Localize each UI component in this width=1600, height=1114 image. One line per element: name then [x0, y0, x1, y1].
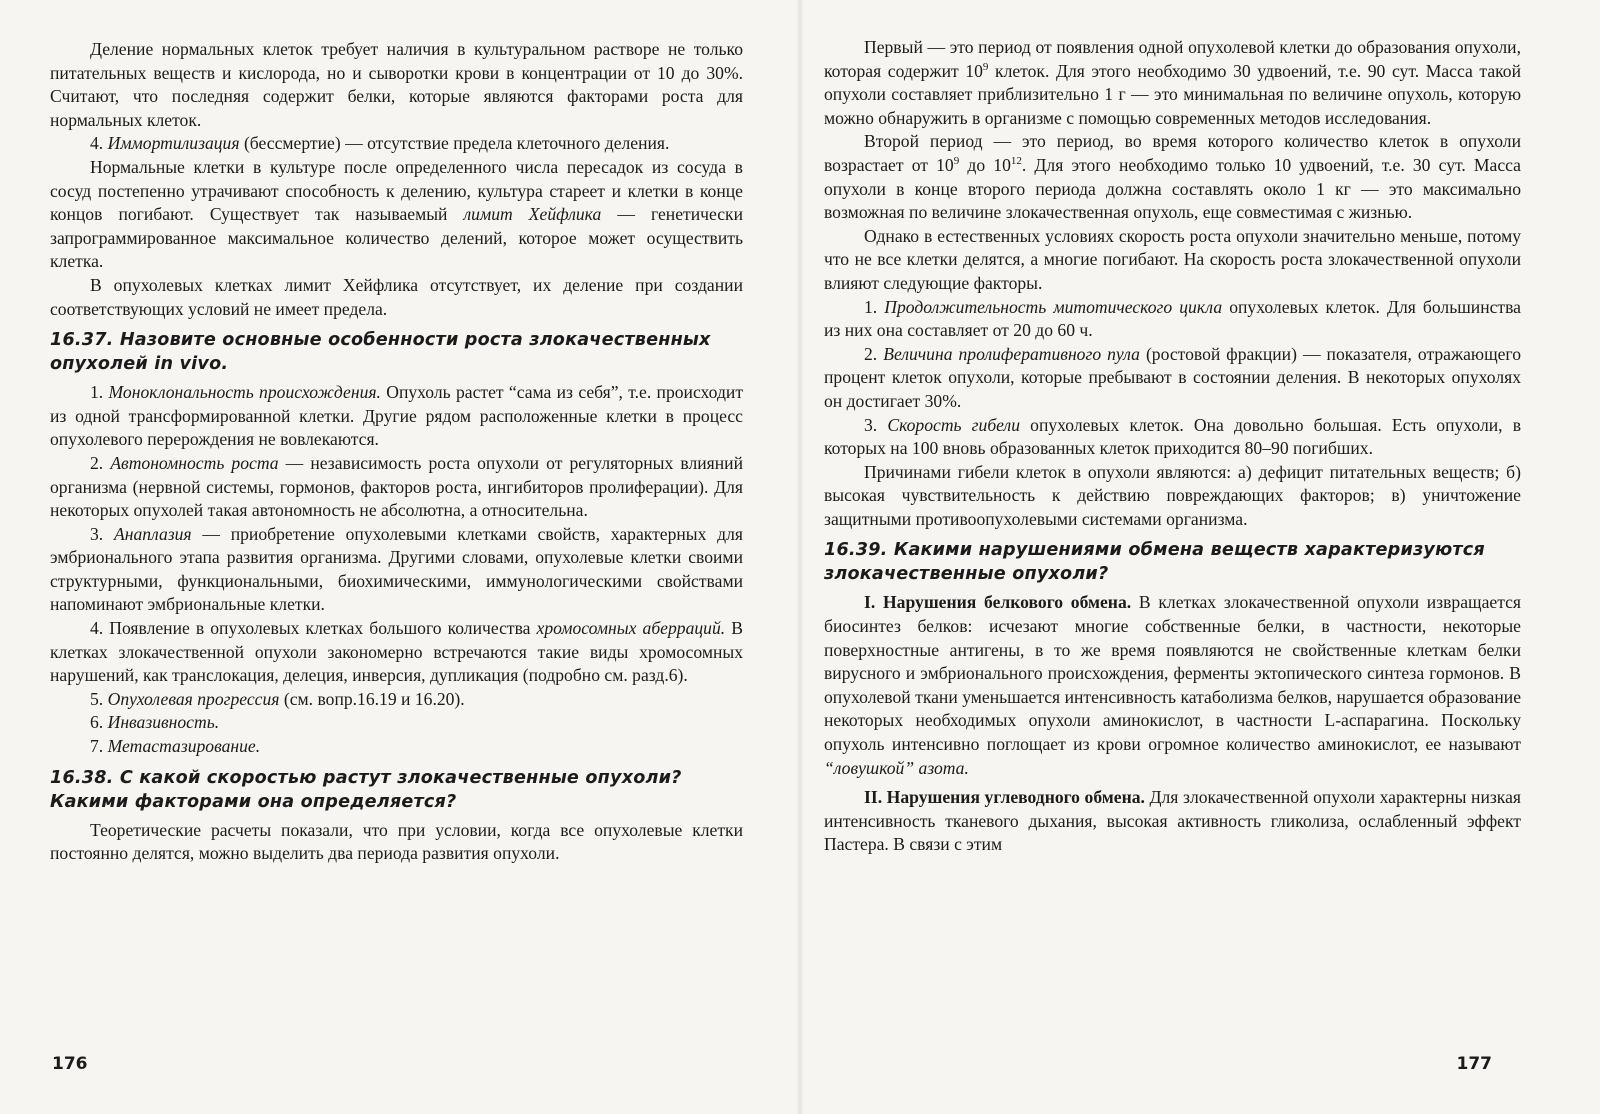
- term: Моноклональность происхождения.: [108, 382, 381, 403]
- paragraph: 4. Иммортилизация (бессмертие) — отсутствие предела клеточного деления.: [90, 133, 670, 154]
- page-number: 176: [52, 1054, 88, 1074]
- term: Автономность роста: [110, 452, 279, 473]
- list-item: 4. Появление в опухолевых клетках большого количества хромосомных аберраций. В клетках злокачественной опухоли закономерно встречаются такие виды хромосомных нарушений, как транслокация, делеция, инверсия, дупликация (подробно см. разд.6).: [50, 618, 743, 686]
- term: хромосомных аберраций.: [536, 618, 726, 639]
- paragraph: В опухолевых клетках лимит Хейфлика отсутствует, их деление при создании соответствующих условий не имеет предела.: [50, 274, 743, 319]
- paragraph: Однако в естественных условиях скорость роста опухоли значительно меньше, потому что не все клетки делятся, а многие погибают. На скорость роста злокачественной опухоли влияют следующие факторы.: [824, 225, 1521, 293]
- term: Иммортилизация: [107, 133, 240, 154]
- list-item: 7. Метастазирование.: [90, 736, 261, 757]
- paragraph: Нормальные клетки в культуре после определенного числа пересадок из сосуда в сосуд постепенно утрачивают способность к делению, культура стареет и клетки в конце концов погибают. Существует так называемый лимит Хейфлика — генетически запрограммированное максимальное количество делений, которое может осуществить клетка.: [50, 156, 744, 272]
- paragraph: Второй период — это период, во время которого количество клеток в опухоли возрастает от $10^9$ до $10^{12}$. Для этого необходимо только 10 удвоений, т.е. 30 сут. Масса опухоли в конце второго периода должна составлять около 1 кг — это максимально возможная по величине злокачественная опухоль, еще совместимая с жизнью.: [824, 131, 1521, 223]
- right-page-text: [824, 36, 1521, 857]
- term: Величина пролиферативного пула: [883, 343, 1140, 364]
- list-item: 3. Анаплазия — приобретение опухолевыми клетками свойств, характерных для эмбрионального этапа развития организма. Другими словами, опухолевые клетки своими структурными, функциональными, биохимическими, иммунологическими свойствами напоминают эмбриональные клетки.: [50, 523, 743, 615]
- paragraph: Причинами гибели клеток в опухоли являются: а) дефицит питательных веществ; б) высокая чувствительность к действию повреждающих факторов; в) уничтожение защитными противоопухолевыми системами организма.: [824, 461, 1521, 529]
- paragraph: Теоретические расчеты показали, что при условии, когда все опухолевые клетки постоянно делятся, можно выделить два периода развития опухоли.: [50, 819, 743, 864]
- list-item: 3. Скорость гибели опухолевых клеток. Она довольно большая. Есть опухоли, в которых на 100 вновь образованных клеток приходится 80–90 погибших.: [824, 414, 1522, 459]
- section-title: I. Нарушения белкового обмена.: [864, 592, 1132, 613]
- question-heading-16-38: 16.38. С какой скоростью растут злокачественные опухоли? Какими факторами она определяется?: [50, 767, 682, 812]
- paragraph: Первый — это период от появления одной опухолевой клетки до образования опухоли, которая содержит $10^9$ клеток. Для этого необходимо 30 удвоений, т.е. 90 сут. Масса такой опухоли составляет приблизительно 1 г — это минимальная по величине опухоль, которую можно обнаружить в организме с помощью современных методов исследования.: [824, 37, 1521, 128]
- term: Скорость гибели: [887, 414, 1021, 435]
- term: “ловушкой” азота.: [824, 757, 969, 778]
- term: Опухолевая прогрессия: [107, 688, 280, 709]
- list-item: 2. Величина пролиферативного пула (ростовой фракции) — показателя, отражающего процент клеток опухоли, которые пребывают в состоянии деления. В некоторых опухолях он достигает 30%.: [824, 343, 1522, 411]
- list-item: 6. Инвазивность.: [90, 712, 220, 733]
- list-item: 5. Опухолевая прогрессия (см. вопр.16.19 и 16.20).: [90, 688, 465, 709]
- term: лимит Хейфлика: [463, 204, 602, 225]
- paragraph: II. Нарушения углеводного обмена. Для злокачественной опухоли характерны низкая интенсивность тканевого дыхания, высокая активность гликолиза, ослабленный эффект Пастера. В связи с этим: [824, 787, 1521, 855]
- paragraph: I. Нарушения белкового обмена. В клетках злокачественной опухоли извращается биосинтез белков: исчезают многие собственные белки, в частности, некоторые поверхностные антигены, в то же время появляются не свойственные клеткам белки вирусного и эмбрионального происхождения, ферменты эктопического синтеза гормонов. В опухолевой ткани уменьшается интенсивность катаболизма белков, нарушается образование некоторых необходимых опухоли аминокислот, в частности L-аспарагина. Поскольку опухоль интенсивно поглощает из крови огромное количество аминокислот, ее называют “ловушкой” азота.: [824, 592, 1522, 778]
- list-item: 1. Моноклональность происхождения. Опухоль растет “сама из себя”, т.е. происходит из одной трансформированной клетки. Другие рядом расположенные клетки в процесс опухолевого перерождения не вовлекаются.: [50, 382, 744, 450]
- term: Продолжительность митотического цикла: [884, 296, 1223, 317]
- term: Инвазивность.: [107, 712, 220, 733]
- left-page-text: [50, 38, 743, 866]
- question-heading-16-37: 16.37. Назовите основные особенности роста злокачественных опухолей in vivo.: [50, 330, 711, 375]
- list-item: 2. Автономность роста — независимость роста опухоли от регуляторных влияний организма (нервной системы, гормонов, факторов роста, ингибиторов пролиферации). Для некоторых опухолей такая автономность не абсолютна, а относительна.: [50, 452, 743, 521]
- paragraph: Деление нормальных клеток требует наличия в культуральном растворе не только питательных веществ и кислорода, но и сыворотки крови в концентрации от 10 до 30%. Считают, что последняя содержит белки, которые являются факторами роста для нормальных клеток.: [50, 39, 743, 130]
- term: Метастазирование.: [107, 736, 261, 757]
- term: Анаплазия: [113, 523, 192, 544]
- section-title: II. Нарушения углеводного обмена.: [864, 787, 1145, 808]
- question-heading-16-39: 16.39. Какими нарушениями обмена веществ характеризуются злокачественные опухоли?: [824, 540, 1485, 585]
- page-number: 177: [1456, 1054, 1492, 1074]
- right-page: [800, 0, 1600, 1114]
- list-item: 1. Продолжительность митотического цикла опухолевых клеток. Для большинства из них она составляет от 20 до 60 ч.: [824, 296, 1521, 341]
